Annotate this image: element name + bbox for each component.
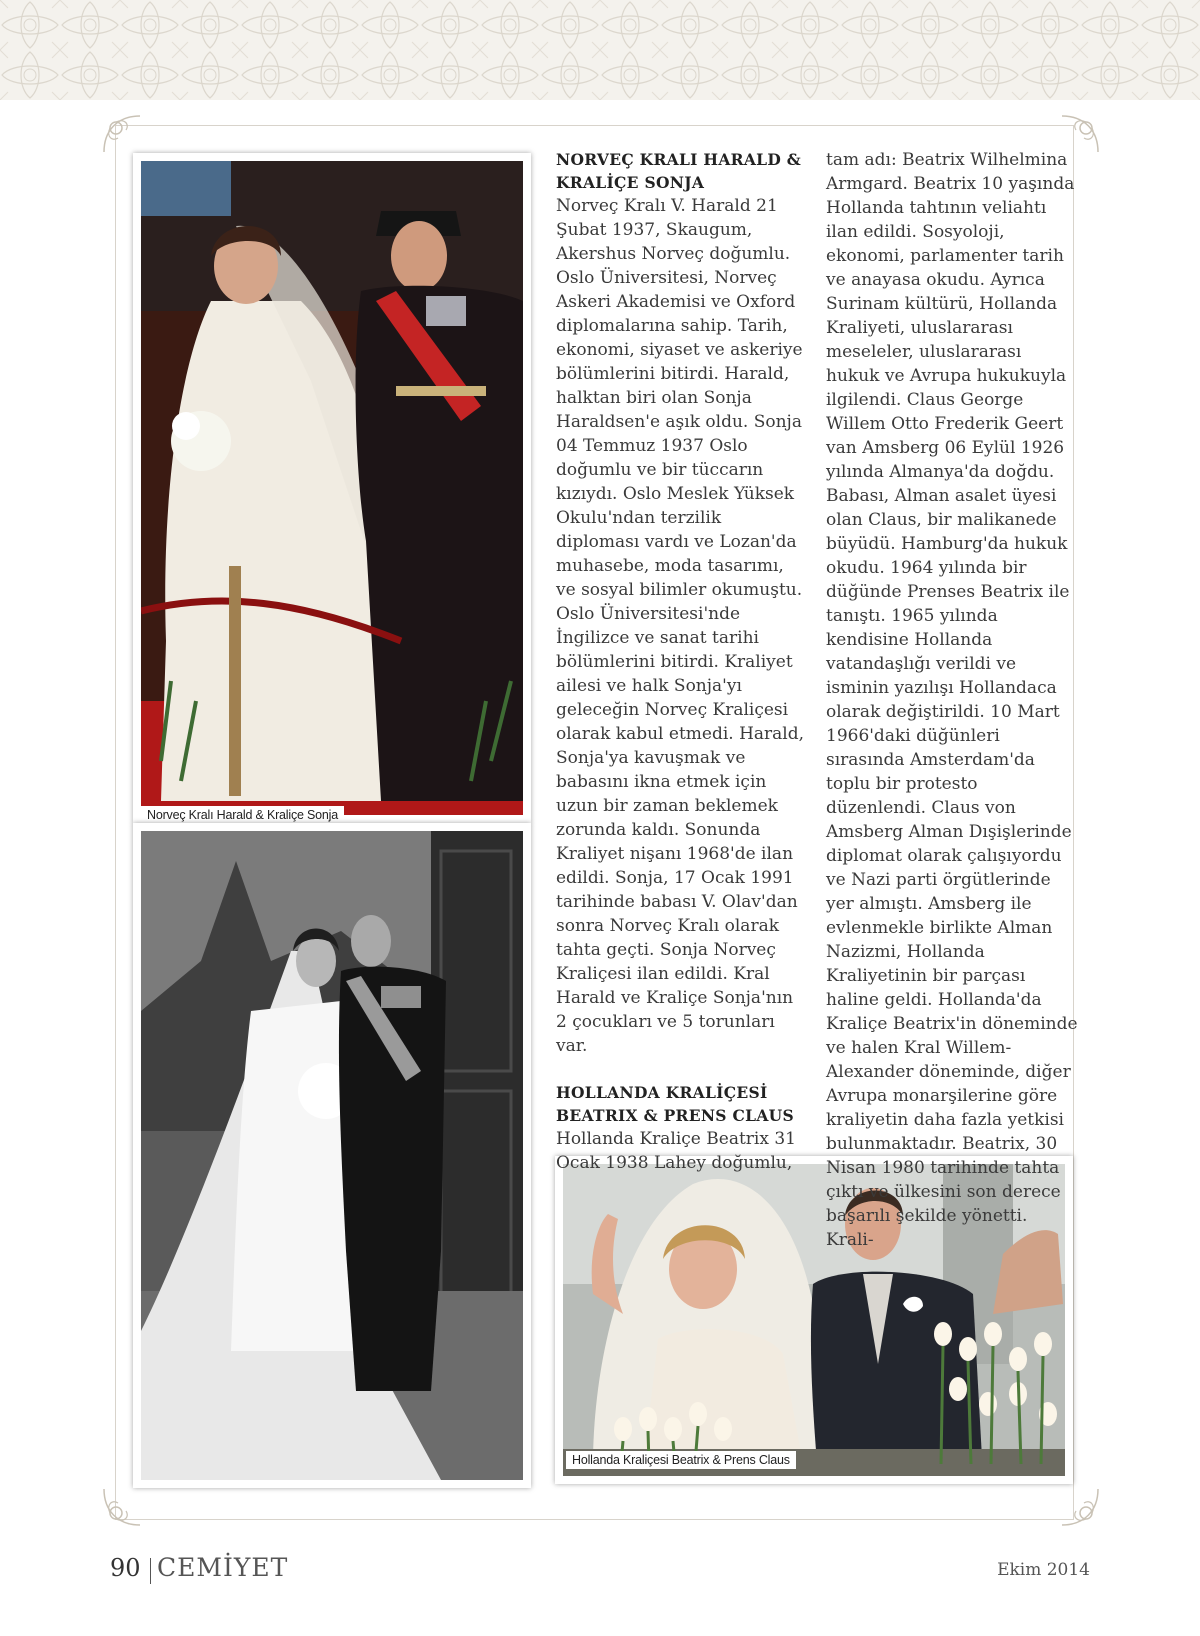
article-column-2 [826, 148, 1078, 1252]
wedding-photo-harald-sonja-bw [133, 823, 531, 1488]
wedding-photo-harald-sonja-color [133, 153, 531, 823]
section-heading: HOLLANDA KRALİÇESİ BEATRIX & PRENS CLAUS [556, 1083, 794, 1125]
magazine-brand: CEMİYET [157, 1553, 289, 1582]
corner-ornament-icon [100, 112, 144, 156]
corner-ornament-icon [1058, 1485, 1102, 1529]
footer-divider [150, 1558, 151, 1584]
photo-caption: Norveç Kralı Harald & Kraliçe Sonja [141, 806, 344, 824]
article-paragraph: Hollanda Kraliçe Beatrix 31 Ocak 1938 Lahey doğumlu, [556, 1129, 796, 1173]
photo-caption: Hollanda Kraliçesi Beatrix & Prens Claus [566, 1451, 796, 1469]
article-column-1 [556, 148, 808, 1175]
arabesque-pattern [0, 0, 1200, 100]
corner-ornament-icon [100, 1485, 144, 1529]
section-heading: NORVEÇ KRALI HARALD & KRALİÇE SONJA [556, 150, 802, 192]
article-paragraph: tam adı: Beatrix Wilhelmina Armgard. Beatrix 10 yaşında Hollanda tahtının veliahtı ilan edildi. Sosyoloji, ekonomi, parlamenter tarih ve anayasa okudu. Ayrıca Surinam kültürü, Hollanda Kraliyeti, uluslararası meseleler, uluslararası hukuk ve Avrupa hukukuyla ilgilendi. Claus George Willem Otto Frederik Geert van Amsberg 06 Eylül 1926 yılında Almanya'da doğdu. Babası, Alman asalet üyesi olan Claus, bir malikanede büyüdü. Hamburg'da hukuk okudu. 1964 yılında bir düğünde Prenses Beatrix ile tanıştı. 1965 yılında kendisine Hollanda vatandaşlığı verildi ve isminin yazılışı Hollandaca olarak değiştirildi. 10 Mart 1966'daki düğünleri sırasında Amsterdam'da toplu bir protesto düzenlendi. Claus von Amsberg Alman Dışişlerinde diplomat olarak çalışıyordu ve Nazi parti örgütlerinde yer almıştı. Amsberg ile evlenmekle birlikte Alman Nazizmi, Hollanda Kraliyetinin bir parçası haline geldi. Hollanda'da Kraliçe Beatrix'in döneminde ve halen Kral Willem-Alexander döneminde, diğer Avrupa monarşilerine göre kraliyetin daha fazla yetkisi bulunmaktadır. Beatrix, 30 Nisan 1980 tarihinde tahta çıktı ve ülkesini son derece başarılı şekilde yönetti. Krali- [826, 150, 1078, 1250]
issue-date: Ekim 2014 [997, 1560, 1090, 1580]
decorative-pattern-band [0, 0, 1200, 100]
article-paragraph: Norveç Kralı V. Harald 21 Şubat 1937, Skaugum, Akershus Norveç doğumlu. Oslo Üniversitesi, Norveç Askeri Akademisi ve Oxford diplomalarına sahip. Tarih, ekonomi, siyaset ve askeriye bölümlerini bitirdi. Harald, halktan biri olan Sonja Haraldsen'e aşık oldu. Sonja 04 Temmuz 1937 Oslo doğumlu ve bir tüccarın kızıydı. Oslo Meslek Yüksek Okulu'ndan terzilik diploması vardı ve Lozan'da muhasebe, moda tasarımı, ve sosyal bilimler okumuştu. Oslo Üniversitesi'nde İngilizce ve sanat tarihi bölümlerini bitirdi. Kraliyet ailesi ve halk Sonja'yı geleceğin Norveç Kraliçesi olarak kabul etmedi. Harald, Sonja'ya kavuşmak ve babasını ikna etmek için uzun bir zaman beklemek zorunda kaldı. Sonunda Kraliyet nişanı 1968'de ilan edildi. Sonja, 17 Ocak 1991 tarihinde babası V. Olav'dan sonra Norveç Kralı olarak tahta geçti. Sonja Norveç Kraliçesi ilan edildi. Kral Harald ve Kraliçe Sonja'nın 2 çocukları ve 5 torunları var. [556, 196, 805, 1056]
page-number: 90 [110, 1554, 141, 1582]
